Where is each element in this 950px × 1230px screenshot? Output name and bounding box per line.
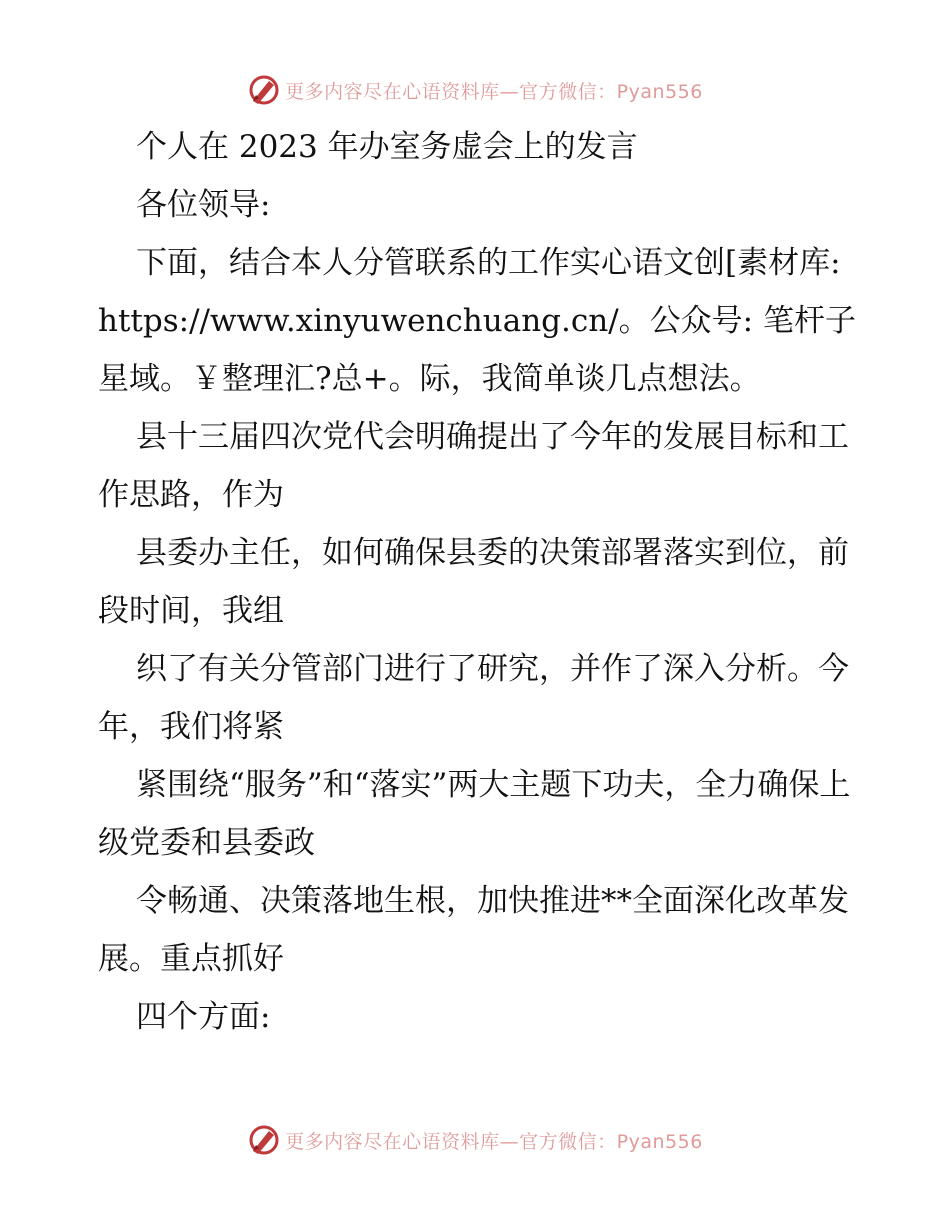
pen-logo-icon	[247, 73, 281, 107]
paragraph-goals: 县十三届四次党代会明确提出了今年的发展目标和工作思路，作为	[98, 419, 849, 513]
paragraph-themes: 紧围绕“服务”和“落实”两大主题下功夫，全力确保上级党委和县委政	[98, 767, 851, 861]
paragraph-research: 织了有关分管部门进行了研究，并作了深入分析。今年，我们将紧	[98, 651, 849, 745]
document-title: 个人在 2023 年办室务虚会上的发言	[136, 129, 638, 165]
watermark-text: 更多内容尽在心语资料库—官方微信：Pyan556	[285, 1130, 703, 1153]
paragraph-reform: 令畅通、决策落地生根，加快推进**全面深化改革发展。重点抓好	[98, 883, 849, 977]
paragraph-four-aspects: 四个方面:	[136, 999, 271, 1035]
pen-logo-icon	[247, 1123, 281, 1157]
paragraph-intro: 下面，结合本人分管联系的工作实心语文创[素材库: https://www.xinyuwenchuang.cn/。公众号: 笔杆子星域。￥整理汇?总+。际，我简单谈几点想法。	[98, 245, 856, 397]
header-watermark	[0, 70, 950, 110]
document-body	[98, 118, 868, 1046]
footer-watermark	[0, 1120, 950, 1160]
paragraph-role: 县委办主任，如何确保县委的决策部署落实到位，前段时间，我组	[98, 535, 849, 629]
watermark-text: 更多内容尽在心语资料库—官方微信：Pyan556	[285, 80, 703, 103]
salutation: 各位领导:	[136, 187, 271, 223]
